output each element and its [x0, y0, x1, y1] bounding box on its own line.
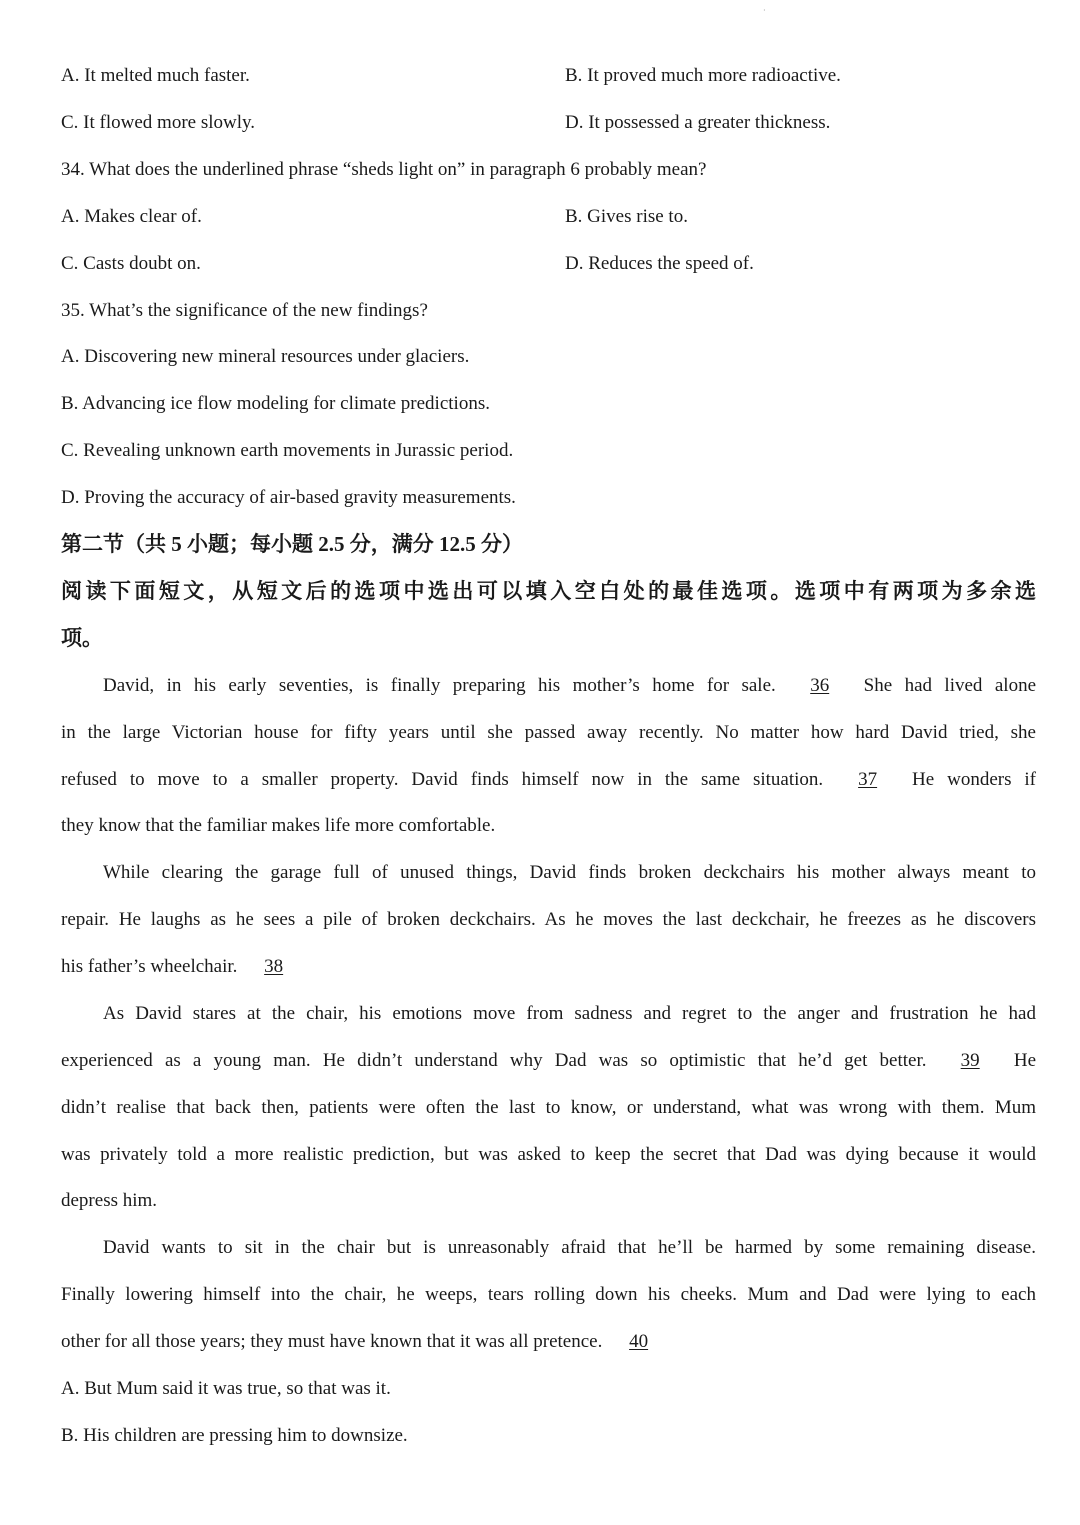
q35-option-a: A. Discovering new mineral resources under glaciers.	[61, 346, 470, 367]
section-title: 第二节（共 5 小题；每小题 2.5 分，满分 12.5 分）	[61, 532, 523, 556]
passage-line: they know that the familiar makes life more comfortable.	[61, 815, 496, 836]
passage-line: was privately told a more realistic prediction, but was asked to keep the secret that Dad was dying because it would	[61, 1144, 1036, 1165]
q34-stem: 34. What does the underlined phrase “sheds light on” in paragraph 6 probably mean?	[61, 159, 707, 180]
passage-line: As David stares at the chair, his emotions move from sadness and regret to the anger and frustration he had	[103, 1003, 1036, 1024]
passage-line: David, in his early seventies, is finally preparing his mother’s home for sale. 36 She had lived alone	[103, 675, 1036, 696]
blank-37[interactable]: 37	[858, 769, 878, 790]
answer-option-a: A. But Mum said it was true, so that was it.	[61, 1378, 391, 1399]
passage-line: his father’s wheelchair. 38	[61, 955, 305, 979]
passage-line: While clearing the garage full of unused things, David finds broken deckchairs his mother always meant to	[103, 862, 1036, 883]
blank-38[interactable]: 38	[264, 956, 284, 977]
q33-option-b: B. It proved much more radioactive.	[565, 65, 841, 86]
q35-option-c: C. Revealing unknown earth movements in Jurassic period.	[61, 440, 514, 461]
passage-line: David wants to sit in the chair but is unreasonably afraid that he’ll be harmed by some remaining disease.	[103, 1237, 1036, 1258]
scan-dot: ·	[763, 6, 766, 15]
q34-option-a: A. Makes clear of.	[61, 206, 202, 227]
q33-option-d: D. It possessed a greater thickness.	[565, 112, 831, 133]
passage-line: other for all those years; they must have known that it was all pretence. 40	[61, 1330, 670, 1354]
passage-line: refused to move to a smaller property. David finds himself now in the same situation. 37 He wonders if	[61, 769, 1037, 790]
blank-39[interactable]: 39	[960, 1050, 980, 1071]
passage-line: depress him.	[61, 1190, 158, 1211]
passage-line: Finally lowering himself into the chair, he weeps, tears rolling down his cheeks. Mum and Dad were lying to each	[61, 1284, 1036, 1305]
section-instruction: 阅读下面短文，从短文后的选项中选出可以填入空白处的最佳选项。选项中有两项为多余选	[61, 579, 1036, 603]
passage-line: experienced as a young man. He didn’t understand why Dad was so optimistic that he’d get better. 39 He	[61, 1050, 1036, 1071]
answer-option-b: B. His children are pressing him to downsize.	[61, 1425, 408, 1446]
q35-option-b: B. Advancing ice flow modeling for climate predictions.	[61, 393, 490, 414]
passage-line: repair. He laughs as he sees a pile of broken deckchairs. As he moves the last deckchair, he freezes as he discovers	[61, 909, 1036, 930]
passage-line: in the large Victorian house for fifty years until she passed away recently. No matter how hard David tried, she	[61, 722, 1036, 743]
q34-option-b: B. Gives rise to.	[565, 206, 688, 227]
q34-option-d: D. Reduces the speed of.	[565, 253, 754, 274]
q34-option-c: C. Casts doubt on.	[61, 253, 201, 274]
q35-stem: 35. What’s the significance of the new findings?	[61, 300, 428, 321]
blank-36[interactable]: 36	[810, 675, 830, 696]
blank-40[interactable]: 40	[629, 1331, 649, 1352]
passage-line: didn’t realise that back then, patients were often the last to know, or understand, what was wrong with them. Mum	[61, 1097, 1036, 1118]
q35-option-d: D. Proving the accuracy of air-based gravity measurements.	[61, 487, 516, 508]
q33-option-a: A. It melted much faster.	[61, 65, 250, 86]
section-instruction-end: 项。	[61, 626, 103, 650]
q33-option-c: C. It flowed more slowly.	[61, 112, 256, 133]
